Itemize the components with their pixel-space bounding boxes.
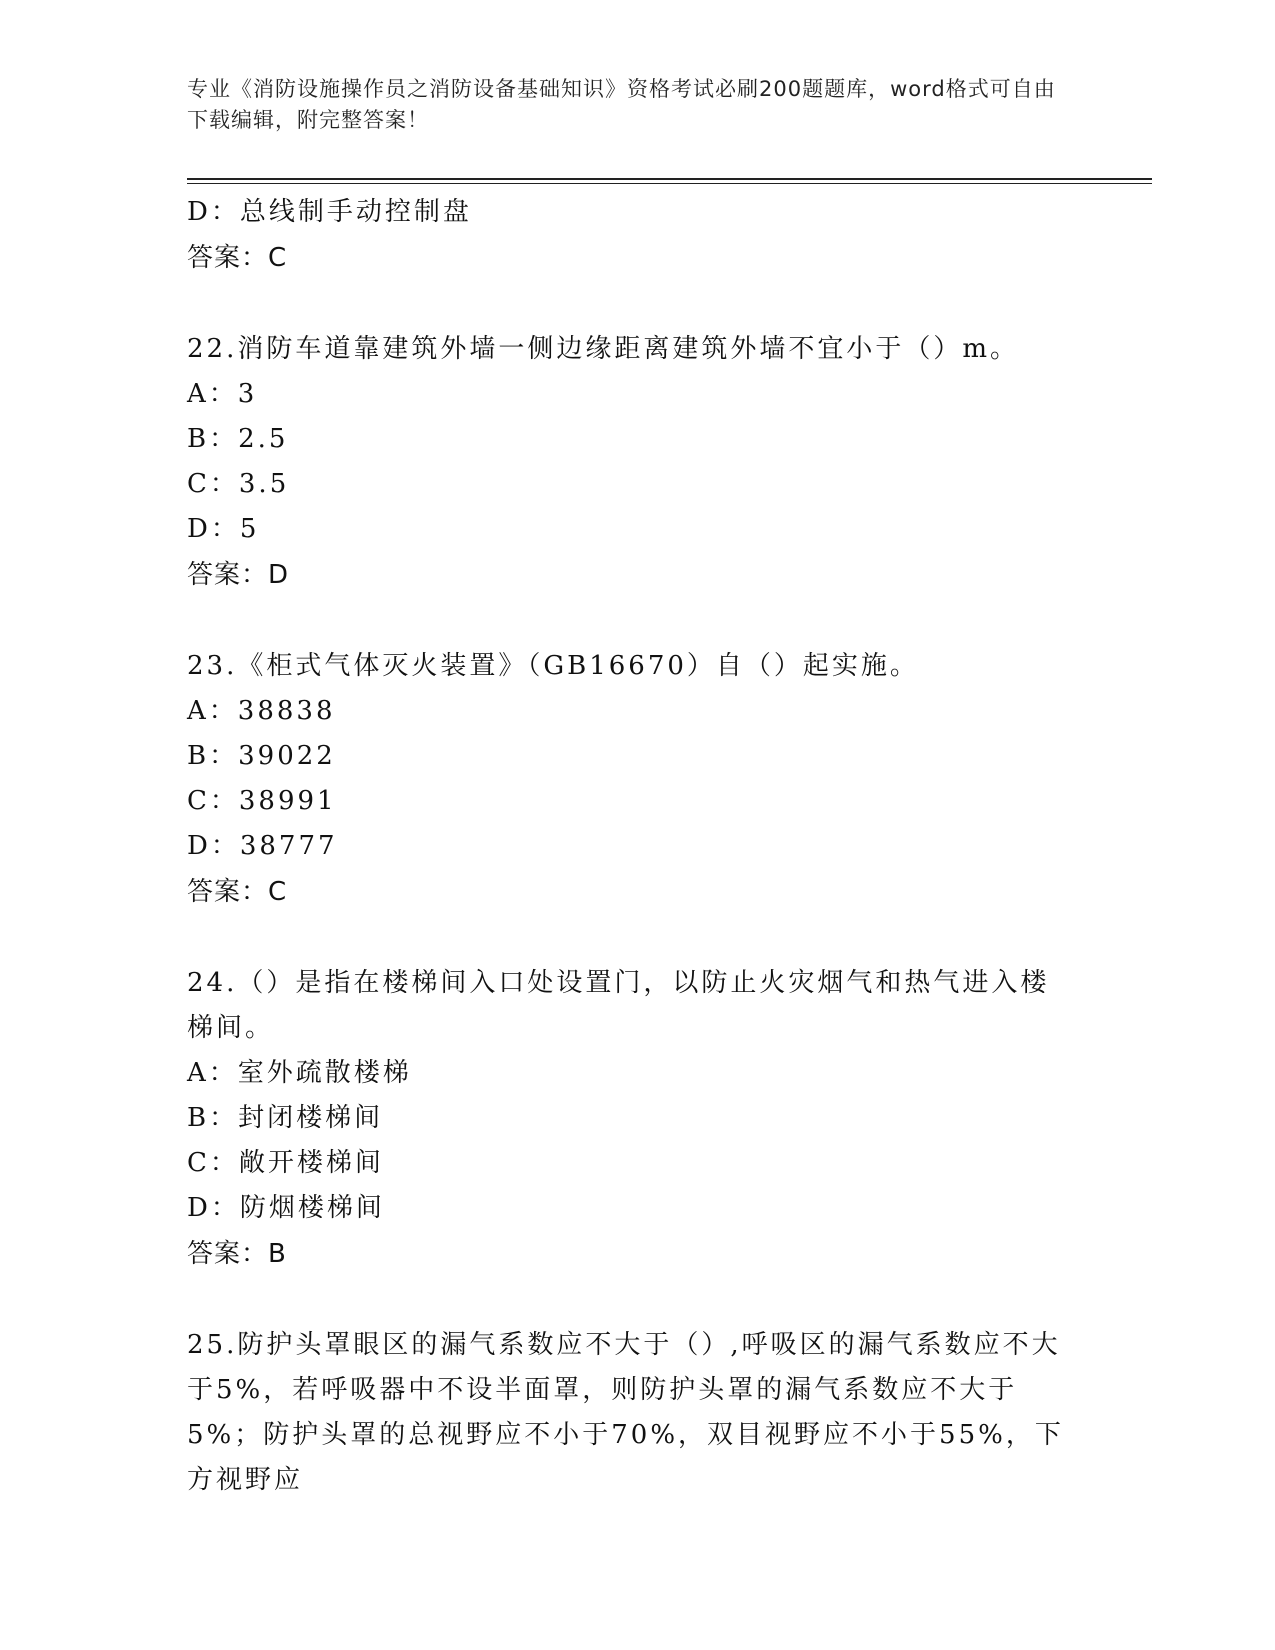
answer: 答案：C [187, 877, 288, 907]
question-22 [187, 327, 1087, 598]
option-a: A：38838 [187, 696, 336, 726]
question-23 [187, 644, 1087, 915]
option-b: B：封闭楼梯间 [187, 1103, 384, 1133]
header-divider-thick [187, 178, 1152, 180]
document-header: 专业《消防设施操作员之消防设备基础知识》资格考试必刷200题题库，word格式可自由下载编辑，附完整答案！ [187, 77, 1056, 132]
question-stem: 22.消防车道靠建筑外墙一侧边缘距离建筑外墙不宜小于（）m。 [187, 334, 1020, 364]
option-a: A：室外疏散楼梯 [187, 1058, 412, 1088]
option-d: D：5 [187, 514, 260, 544]
prev-question-answer: 答案：C [187, 243, 288, 273]
header-divider-thin [187, 183, 1152, 184]
question-stem: 25.防护头罩眼区的漏气系数应不大于（）,呼吸区的漏气系数应不大于5%，若呼吸器中不设半面罩，则防护头罩的漏气系数应不大于5%；防护头罩的总视野应不小于70%，双目视野应不小于55%，下方视野应 [187, 1330, 1064, 1495]
option-c: C：38991 [187, 786, 337, 816]
option-d: D：38777 [187, 831, 338, 861]
option-a: A：3 [187, 379, 258, 409]
option-c: C：3.5 [187, 469, 290, 499]
question-content [187, 190, 1087, 1503]
option-b: B：39022 [187, 741, 336, 771]
option-b: B：2.5 [187, 424, 289, 454]
option-c: C：敞开楼梯间 [187, 1148, 384, 1178]
answer: 答案：B [187, 1239, 287, 1269]
question-stem: 23.《柜式气体灭火装置》（GB16670）自（）起实施。 [187, 651, 919, 681]
answer: 答案：D [187, 560, 290, 590]
question-stem: 24.（）是指在楼梯间入口处设置门，以防止火灾烟气和热气进入楼梯间。 [187, 968, 1050, 1043]
question-24 [187, 961, 1087, 1277]
question-25 [187, 1323, 1087, 1503]
option-d: D：防烟楼梯间 [187, 1193, 385, 1223]
prev-question-option-d: D：总线制手动控制盘 [187, 197, 472, 227]
